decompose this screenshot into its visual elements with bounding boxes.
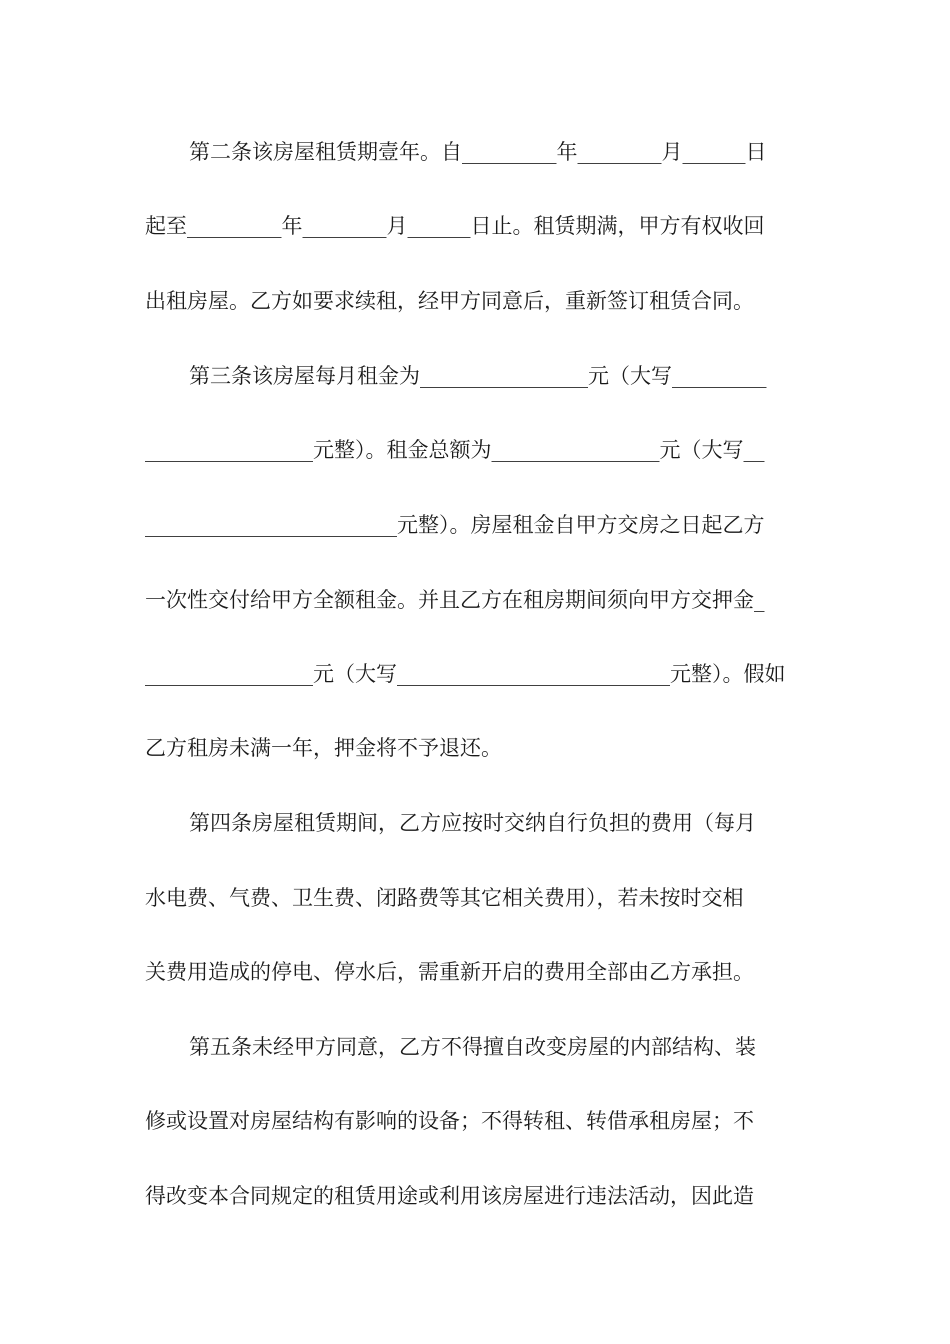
text-line: 得改变本合同规定的租赁用途或利用该房屋进行违法活动，因此造 (145, 1184, 754, 1208)
text-line: 第二条该房屋租赁期壹年。自_________年________月______日 (189, 140, 767, 164)
text-line: 第五条未经甲方同意，乙方不得擅自改变房屋的内部结构、装 (189, 1035, 756, 1059)
text-line: 关费用造成的停电、停水后，需重新开启的费用全部由乙方承担。 (145, 960, 754, 984)
text-line: 出租房屋。乙方如要求续租，经甲方同意后，重新签订租赁合同。 (145, 289, 754, 313)
text-line: 修或设置对房屋结构有影响的设备；不得转租、转借承租房屋；不 (145, 1109, 754, 1133)
text-line: 第三条该房屋每月租金为________________元（大写_________ (189, 364, 767, 388)
text-line: ________________________元整）。房屋租金自甲方交房之日起乙方 (145, 513, 765, 537)
text-line: ________________元整）。租金总额为________________元（大写__ (145, 438, 765, 462)
text-line: 乙方租房未满一年，押金将不予退还。 (145, 736, 502, 760)
text-line: 一次性交付给甲方全额租金。并且乙方在租房期间须向甲方交押金_ (145, 588, 765, 612)
text-line: ________________元（大写__________________________元整）。假如 (145, 662, 786, 686)
text-line: 第四条房屋租赁期间，乙方应按时交纳自行负担的费用（每月 (189, 811, 756, 835)
text-line: 起至_________年________月______日止。租赁期满，甲方有权收回 (145, 214, 765, 238)
text-line: 水电费、气费、卫生费、闭路费等其它相关费用），若未按时交相 (145, 886, 744, 910)
